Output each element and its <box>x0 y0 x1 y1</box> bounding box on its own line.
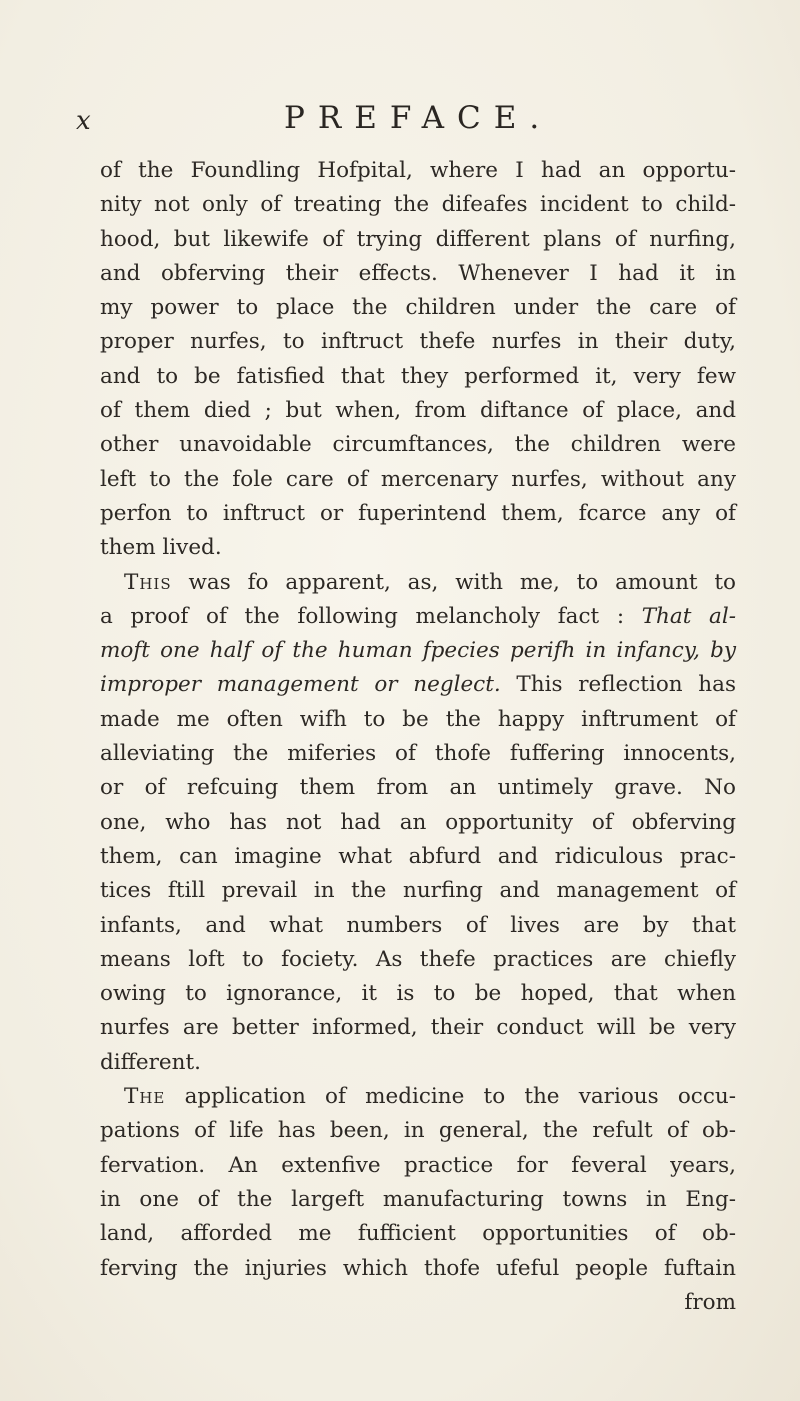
italic-fragment: That al- <box>641 603 736 629</box>
text-line: different. <box>100 1049 201 1075</box>
text-line: my power to place the children under the care of <box>100 295 736 321</box>
catchword: from <box>684 1289 736 1315</box>
text-line: perfon to inftruct or fuperintend them, fcarce any of <box>100 500 736 526</box>
text-line: alleviating the miferies of thofe fuffering innocents, <box>100 741 736 767</box>
text-line: and obferving their effects. Whenever I had it in <box>100 260 736 286</box>
text-line: nity not only of treating the difeafes incident to child- <box>100 192 736 218</box>
text-line: hood, but likewife of trying different plans of nurfing, <box>100 226 736 252</box>
text-line: them lived. <box>100 535 222 561</box>
text-line: tices ftill prevail in the nurfing and management of <box>100 878 736 904</box>
text-line: one, who has not had an opportunity of obferving <box>100 809 736 835</box>
text-line: other unavoidable circumftances, the children were <box>100 432 736 458</box>
running-head <box>72 100 732 144</box>
text-line: nurfes are better informed, their conduct will be very <box>100 1015 736 1041</box>
text-line <box>100 668 736 702</box>
text-line: left to the fole care of mercenary nurfes, without any <box>100 466 736 492</box>
text-fragment: a proof of the following melancholy fact : <box>100 603 625 629</box>
text-line: means loft to fociety. As thefe practices are chiefly <box>100 946 736 972</box>
text-line: infants, and what numbers of lives are by that <box>100 912 736 938</box>
text-fragment: This reflection has <box>516 672 736 698</box>
text-line: owing to ignorance, it is to be hoped, that when <box>100 981 736 1007</box>
text-fragment: application of medicine to the various occu- <box>184 1084 736 1110</box>
text-line: proper nurfes, to inftruct thefe nurfes in their duty, <box>100 329 736 355</box>
text-line <box>100 634 736 668</box>
italic-fragment: moft one half of the human fpecies perifh in infancy, by <box>100 638 736 664</box>
text-fragment: was fo apparent, as, with me, to amount to <box>188 569 736 595</box>
text-line: them, can imagine what abfurd and ridiculous prac- <box>100 843 736 869</box>
paragraph-start-line <box>100 1080 736 1114</box>
text-line: made me often wifh to be the happy inftrument of <box>100 706 736 732</box>
text-line: ferving the injuries which thofe ufeful people fuftain <box>100 1255 736 1281</box>
text-line <box>100 600 736 634</box>
text-line: fervation. An extenfive practice for feveral years, <box>100 1152 736 1178</box>
page-number: x <box>76 106 91 136</box>
italic-fragment: improper management or neglect. <box>100 672 501 698</box>
text-line: in one of the largeft manufacturing towns in Eng- <box>100 1186 736 1212</box>
text-line: or of refcuing them from an untimely grave. No <box>100 775 736 801</box>
paragraph-lead-word: The <box>124 1084 166 1110</box>
running-head-title: PREFACE. <box>284 100 553 136</box>
text-line: land, afforded me fufficient opportunities of ob- <box>100 1221 736 1247</box>
text-line: of the Foundling Hofpital, where I had an opportu- <box>100 158 736 183</box>
text-line: and to be fatisfied that they performed it, very few <box>100 363 736 389</box>
paragraph-lead-word: This <box>124 569 172 595</box>
text-line: pations of life has been, in general, the refult of ob- <box>100 1118 736 1144</box>
body-text <box>100 154 736 1320</box>
paragraph-start-line <box>100 566 736 600</box>
text-line: of them died ; but when, from diftance of place, and <box>100 398 736 424</box>
